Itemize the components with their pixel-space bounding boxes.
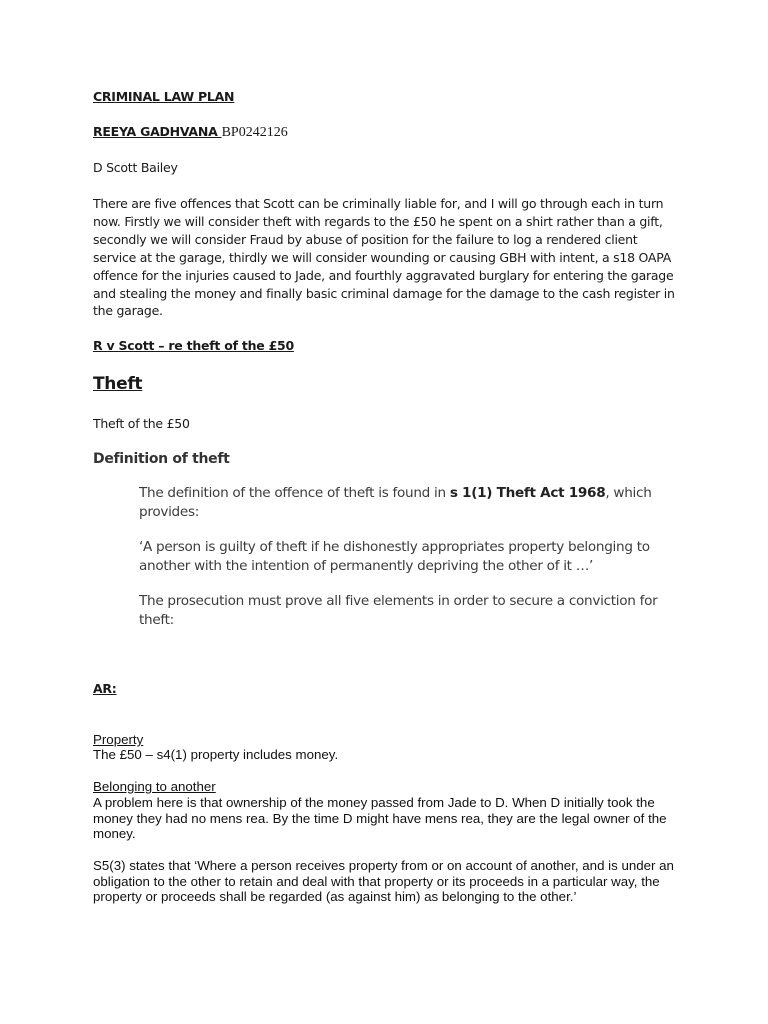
- ar-heading: AR:: [93, 681, 117, 696]
- definition-quote: ‘A person is guilty of theft if he dishonestly appropriates property belonging to another with the intention of permanently depriving the other of it …’: [139, 539, 650, 574]
- theft-subheading: Theft of the £50: [93, 416, 190, 431]
- document-title: CRIMINAL LAW PLAN: [93, 89, 235, 104]
- theft-heading: Theft: [93, 374, 143, 394]
- statute-reference: s 1(1) Theft Act 1968: [449, 485, 606, 501]
- case-heading: R v Scott – re theft of the £50: [93, 338, 294, 353]
- author-name: REEYA GADHVANA: [93, 124, 222, 139]
- defendant-line: D Scott Bailey: [93, 160, 178, 175]
- belonging-heading: Belonging to another: [93, 779, 216, 794]
- property-heading: Property: [93, 732, 144, 747]
- prosecution-paragraph: The prosecution must prove all five elements in order to secure a conviction for theft:: [139, 593, 658, 628]
- definition-heading: Definition of theft: [93, 451, 230, 467]
- belonging-text: A problem here is that ownership of the money passed from Jade to D. When D initially took the money they had no mens rea. By the time D might have mens rea, they are the legal owner of the money.: [93, 795, 667, 842]
- intro-paragraph: There are five offences that Scott can be criminally liable for, and I will go through each in turn now. Firstly we will consider theft with regards to the £50 he spent on a shirt rather than a gift, secondly we will consider Fraud by abuse of position for the failure to log a rendered client service at the garage, thirdly we will consider wounding or causing GBH with intent, a s18 OAPA offence for the injuries caused to Jade, and fourthly aggravated burglary for entering the garage and stealing the money and finally basic criminal damage for the damage to the cash register in the garage.: [93, 196, 675, 319]
- definition-intro: The definition of the offence of theft is found in s 1(1) Theft Act 1968, which provides:: [139, 485, 652, 520]
- s53-paragraph: S5(3) states that ‘Where a person receives property from or on account of another, and is under an obligation to the other to retain and deal with that property or its proceeds in a particular way, the property or proceeds shall be regarded (as against him) as belonging to the other.’: [93, 858, 674, 905]
- author-line: [93, 124, 288, 141]
- student-id: BP0242126: [221, 125, 288, 140]
- property-text: The £50 – s4(1) property includes money.: [93, 747, 339, 762]
